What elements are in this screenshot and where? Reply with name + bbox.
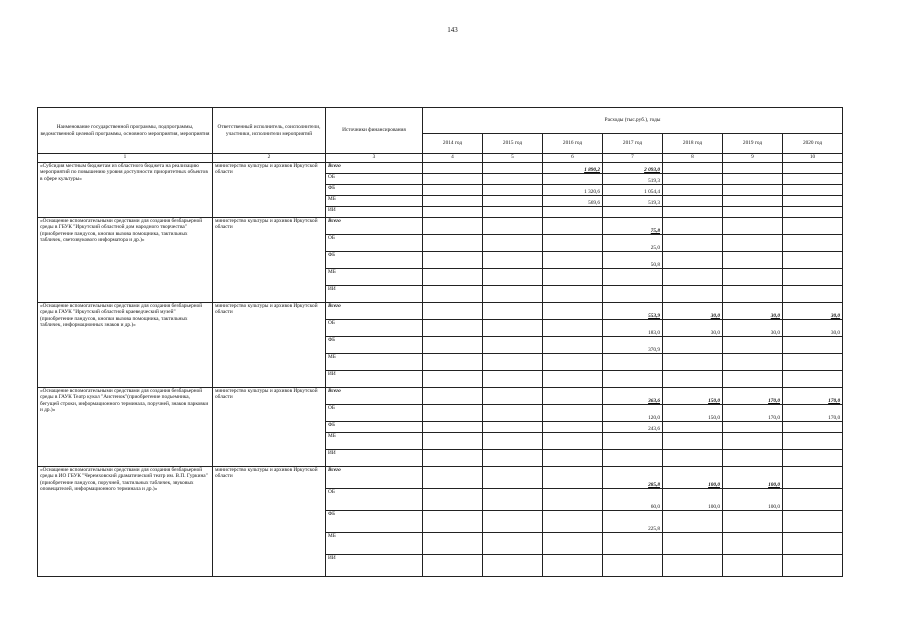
funding-source: ОБ bbox=[326, 174, 423, 185]
expense-value bbox=[423, 555, 483, 577]
expense-value bbox=[723, 489, 783, 511]
expense-value bbox=[483, 252, 543, 269]
expense-value bbox=[723, 269, 783, 286]
expense-value-text: 30,0 bbox=[710, 312, 720, 319]
header-year: 2020 год bbox=[783, 134, 843, 154]
header-year: 2016 год bbox=[543, 134, 603, 154]
expense-value bbox=[783, 207, 843, 218]
expense-value-text: 30,0 bbox=[710, 329, 720, 336]
expense-value bbox=[783, 320, 843, 337]
expense-value bbox=[423, 303, 483, 320]
header-name: Наименование государственной программы, подпрограммы, ведомственной целевой программы, основного мероприятия, мероприятия bbox=[38, 108, 213, 154]
expense-value-text: 30,0 bbox=[770, 329, 780, 336]
expense-value bbox=[783, 450, 843, 467]
expense-value-text: 100,0 bbox=[768, 503, 780, 510]
expense-value bbox=[663, 196, 723, 207]
expense-value bbox=[663, 511, 723, 533]
expense-value-text: 553,9 bbox=[648, 312, 660, 319]
activity-name: «Оснащение вспомогательными средствами для создания безбарьерной среды в ГАУК Театр кукол "Аистенок"(приобретение подъемника, бегущей строки, информационного терминала, поручней, знаков парковки и др.)» bbox=[38, 388, 213, 467]
expense-value bbox=[603, 511, 663, 533]
expense-value bbox=[783, 489, 843, 511]
expense-value bbox=[543, 489, 603, 511]
expense-value bbox=[663, 303, 723, 320]
expense-value bbox=[663, 388, 723, 405]
expense-value bbox=[543, 269, 603, 286]
expense-value bbox=[783, 235, 843, 252]
expense-value bbox=[423, 207, 483, 218]
expense-value bbox=[603, 405, 663, 422]
expense-value bbox=[663, 555, 723, 577]
expense-value bbox=[723, 467, 783, 489]
expense-value bbox=[783, 269, 843, 286]
expense-value-text: 60,0 bbox=[650, 503, 660, 510]
expense-value bbox=[783, 433, 843, 450]
expense-value bbox=[423, 337, 483, 354]
header-expenses: Расходы (тыс.руб.), годы bbox=[423, 108, 843, 134]
expense-value bbox=[603, 218, 663, 235]
funding-source: Всего bbox=[326, 467, 423, 489]
expense-value bbox=[603, 371, 663, 388]
column-number: 10 bbox=[783, 154, 843, 163]
column-number: 6 bbox=[543, 154, 603, 163]
funding-source: ИИ bbox=[326, 371, 423, 388]
funding-source: ФБ bbox=[326, 185, 423, 196]
expense-value bbox=[783, 252, 843, 269]
budget-table bbox=[37, 107, 843, 577]
expense-value bbox=[543, 196, 603, 207]
column-number: 8 bbox=[663, 154, 723, 163]
header-responsible: Ответственный исполнитель, соисполнители, участники, исполнители мероприятий bbox=[213, 108, 326, 154]
column-numbers-row bbox=[38, 154, 843, 163]
responsible-executor: министерство культуры и архивов Иркутской области bbox=[213, 467, 326, 577]
expense-value bbox=[483, 303, 543, 320]
expense-value-text: 519,3 bbox=[648, 177, 660, 184]
expense-value bbox=[423, 489, 483, 511]
expense-value bbox=[543, 467, 603, 489]
expense-value bbox=[483, 196, 543, 207]
expense-value bbox=[603, 354, 663, 371]
expense-value bbox=[603, 337, 663, 354]
expense-value bbox=[483, 320, 543, 337]
expense-value bbox=[603, 252, 663, 269]
expense-value bbox=[783, 555, 843, 577]
expense-value bbox=[783, 196, 843, 207]
expense-value bbox=[723, 511, 783, 533]
expense-value bbox=[603, 320, 663, 337]
expense-value bbox=[783, 533, 843, 555]
expense-value bbox=[483, 371, 543, 388]
expense-value bbox=[663, 163, 723, 174]
expense-value-text: 285,8 bbox=[648, 481, 660, 488]
responsible-executor: министерство культуры и архивов Иркутской области bbox=[213, 303, 326, 388]
expense-value bbox=[483, 174, 543, 185]
expense-value-text: 183,0 bbox=[648, 329, 660, 336]
expense-value bbox=[603, 450, 663, 467]
column-number: 7 bbox=[603, 154, 663, 163]
funding-source: МБ bbox=[326, 269, 423, 286]
expense-value bbox=[543, 235, 603, 252]
expense-value-text: 1 320,6 bbox=[584, 188, 600, 195]
expense-value-text: 50,8 bbox=[650, 261, 660, 268]
expense-value bbox=[603, 174, 663, 185]
funding-source: ИИ bbox=[326, 207, 423, 218]
column-number: 9 bbox=[723, 154, 783, 163]
expense-value bbox=[423, 511, 483, 533]
funding-source: ФБ bbox=[326, 337, 423, 354]
expense-value-text: 2 093,0 bbox=[644, 166, 660, 173]
funding-source: ФБ bbox=[326, 422, 423, 433]
expense-value bbox=[783, 422, 843, 433]
funding-source: Всего bbox=[326, 303, 423, 320]
expense-value-text: 170,0 bbox=[768, 397, 780, 404]
header-sources: Источники финансирования bbox=[326, 108, 423, 154]
expense-value-text: 30,0 bbox=[830, 312, 841, 319]
expense-value bbox=[423, 405, 483, 422]
activity-name: «Субсидия местным бюджетам из областного бюджета на реализацию мероприятий по повышению уровня доступности приоритетных объектов в сфере культуры» bbox=[38, 163, 213, 218]
expense-value bbox=[423, 185, 483, 196]
expense-value bbox=[723, 405, 783, 422]
expense-value bbox=[723, 196, 783, 207]
expense-value bbox=[663, 320, 723, 337]
expense-value bbox=[483, 511, 543, 533]
expense-value bbox=[423, 388, 483, 405]
expense-value bbox=[483, 433, 543, 450]
expense-value bbox=[723, 422, 783, 433]
expense-value bbox=[543, 163, 603, 174]
expense-value bbox=[603, 533, 663, 555]
expense-value bbox=[483, 422, 543, 433]
expense-value bbox=[663, 286, 723, 303]
expense-value bbox=[783, 286, 843, 303]
expense-value bbox=[483, 405, 543, 422]
expense-value-text: 25,0 bbox=[650, 244, 660, 251]
expense-value-text: 370,9 bbox=[648, 346, 660, 353]
expense-value bbox=[483, 207, 543, 218]
expense-value-text: 170,0 bbox=[828, 397, 841, 404]
expense-value bbox=[663, 174, 723, 185]
column-number: 1 bbox=[38, 154, 213, 163]
expense-value bbox=[603, 489, 663, 511]
expense-value bbox=[723, 303, 783, 320]
funding-source: ИИ bbox=[326, 555, 423, 577]
expense-value bbox=[723, 450, 783, 467]
expense-value bbox=[663, 207, 723, 218]
expense-value bbox=[723, 354, 783, 371]
expense-value bbox=[423, 163, 483, 174]
expense-value bbox=[543, 533, 603, 555]
expense-value-text: 150,0 bbox=[708, 397, 720, 404]
expense-value-text: 225,8 bbox=[648, 525, 660, 532]
expense-value-text: 100,0 bbox=[708, 481, 720, 488]
expense-value bbox=[543, 405, 603, 422]
header-year: 2019 год bbox=[723, 134, 783, 154]
expense-value bbox=[423, 433, 483, 450]
funding-source: ОБ bbox=[326, 235, 423, 252]
expense-value bbox=[543, 371, 603, 388]
column-number: 2 bbox=[213, 154, 326, 163]
expense-value bbox=[723, 371, 783, 388]
funding-source: Всего bbox=[326, 163, 423, 174]
expense-value bbox=[603, 163, 663, 174]
expense-value bbox=[543, 433, 603, 450]
expense-value bbox=[423, 320, 483, 337]
expense-value bbox=[783, 218, 843, 235]
activity-name: «Оснащение вспомогательными средствами для создания безбарьерной среды в ГАУК "Иркутский областной краеведческий музей" (приобретение пандусов, кнопки вызова помощника, тактильных табличек, информационных знаков и др.)» bbox=[38, 303, 213, 388]
expense-value-text: 75,8 bbox=[650, 227, 660, 234]
expense-value-text: 363,6 bbox=[648, 397, 660, 404]
funding-source: МБ bbox=[326, 433, 423, 450]
expense-value-text: 1 890,2 bbox=[584, 166, 600, 173]
expense-value bbox=[783, 467, 843, 489]
expense-value-text: 519,3 bbox=[648, 199, 660, 206]
expense-value bbox=[603, 185, 663, 196]
expense-value bbox=[603, 235, 663, 252]
expense-value bbox=[423, 371, 483, 388]
expense-value bbox=[423, 196, 483, 207]
expense-value bbox=[783, 388, 843, 405]
expense-value-text: 1 054,4 bbox=[644, 188, 660, 195]
table-row bbox=[38, 467, 843, 489]
expense-value bbox=[423, 467, 483, 489]
expense-value bbox=[483, 269, 543, 286]
expense-value bbox=[483, 218, 543, 235]
page-number: 143 bbox=[447, 26, 458, 34]
expense-value-text: 170,0 bbox=[828, 414, 841, 421]
expense-value bbox=[783, 405, 843, 422]
expense-value bbox=[603, 196, 663, 207]
expense-value-text: 150,0 bbox=[708, 414, 720, 421]
expense-value bbox=[603, 555, 663, 577]
expense-value-text: 30,0 bbox=[830, 329, 841, 336]
funding-source: ФБ bbox=[326, 252, 423, 269]
funding-source: ИИ bbox=[326, 450, 423, 467]
expense-value bbox=[483, 450, 543, 467]
expense-value bbox=[723, 337, 783, 354]
expense-value bbox=[543, 320, 603, 337]
expense-value bbox=[663, 422, 723, 433]
table-row bbox=[38, 163, 843, 174]
expense-value bbox=[723, 185, 783, 196]
expense-value bbox=[483, 185, 543, 196]
activity-name: «Оснащение вспомогательными средствами для создания безбарьерной среды в ГБУК "Иркутский областной дом народного творчества" (приобретение пандусов, кнопки вызова помощника, тактильных табличек, светозвукового информатора и др.)» bbox=[38, 218, 213, 303]
expense-value bbox=[663, 489, 723, 511]
expense-value bbox=[663, 218, 723, 235]
expense-value bbox=[423, 286, 483, 303]
expense-value bbox=[483, 555, 543, 577]
expense-value-text: 120,0 bbox=[648, 414, 660, 421]
expense-value-text: 170,0 bbox=[768, 414, 780, 421]
expense-value bbox=[543, 185, 603, 196]
expense-value bbox=[603, 467, 663, 489]
funding-source: ФБ bbox=[326, 511, 423, 533]
funding-source: ОБ bbox=[326, 489, 423, 511]
expense-value bbox=[543, 450, 603, 467]
expense-value bbox=[663, 337, 723, 354]
header-year: 2014 год bbox=[423, 134, 483, 154]
activity-name: «Оснащение вспомогательными средствами для создания безбарьерной среды в ИО ГБУК "Черемховский драматический театр им. В.П. Гуркина" (приобретение пандусов, поручней, тактильных табличек, звуковых оповещателей, информационного терминала и др.)» bbox=[38, 467, 213, 577]
expense-value bbox=[783, 185, 843, 196]
expense-value bbox=[543, 286, 603, 303]
expense-value bbox=[723, 320, 783, 337]
expense-value bbox=[663, 185, 723, 196]
expense-value bbox=[723, 163, 783, 174]
expense-value bbox=[663, 405, 723, 422]
expense-value bbox=[783, 354, 843, 371]
expense-value bbox=[783, 511, 843, 533]
funding-source: МБ bbox=[326, 196, 423, 207]
expense-value bbox=[663, 371, 723, 388]
expense-value bbox=[543, 303, 603, 320]
expense-value bbox=[423, 269, 483, 286]
expense-value bbox=[663, 354, 723, 371]
expense-value bbox=[423, 354, 483, 371]
expense-value-text: 30,0 bbox=[770, 312, 780, 319]
expense-value bbox=[483, 163, 543, 174]
expense-value bbox=[483, 467, 543, 489]
expense-value bbox=[483, 489, 543, 511]
expense-value bbox=[663, 269, 723, 286]
column-number: 5 bbox=[483, 154, 543, 163]
expense-value bbox=[423, 218, 483, 235]
expense-value bbox=[723, 555, 783, 577]
responsible-executor: министерство культуры и архивов Иркутской области bbox=[213, 388, 326, 467]
responsible-executor: министерство культуры и архивов Иркутской области bbox=[213, 218, 326, 303]
expense-value bbox=[543, 555, 603, 577]
expense-value bbox=[543, 388, 603, 405]
funding-source: Всего bbox=[326, 218, 423, 235]
funding-source: МБ bbox=[326, 533, 423, 555]
funding-source: Всего bbox=[326, 388, 423, 405]
expense-value bbox=[723, 174, 783, 185]
expense-value-text: 569,6 bbox=[588, 199, 600, 206]
expense-value bbox=[423, 252, 483, 269]
header-year: 2015 год bbox=[483, 134, 543, 154]
expense-value bbox=[603, 388, 663, 405]
expense-value bbox=[483, 286, 543, 303]
column-number: 3 bbox=[326, 154, 423, 163]
expense-value bbox=[663, 235, 723, 252]
expense-value bbox=[543, 511, 603, 533]
expense-value bbox=[423, 174, 483, 185]
expense-value bbox=[423, 533, 483, 555]
expense-value bbox=[723, 218, 783, 235]
expense-value bbox=[423, 450, 483, 467]
expense-value-text: 243,6 bbox=[648, 425, 660, 432]
expense-value bbox=[723, 207, 783, 218]
expense-value bbox=[663, 252, 723, 269]
table-row bbox=[38, 218, 843, 235]
expense-value bbox=[783, 163, 843, 174]
expense-value bbox=[783, 303, 843, 320]
expense-value bbox=[483, 337, 543, 354]
expense-value bbox=[543, 337, 603, 354]
expense-value bbox=[603, 286, 663, 303]
expense-value bbox=[483, 533, 543, 555]
funding-source: ИИ bbox=[326, 286, 423, 303]
expense-value bbox=[723, 286, 783, 303]
expense-value bbox=[423, 422, 483, 433]
column-number: 4 bbox=[423, 154, 483, 163]
table-row bbox=[38, 303, 843, 320]
expense-value bbox=[483, 235, 543, 252]
funding-source: ОБ bbox=[326, 320, 423, 337]
expense-value bbox=[543, 354, 603, 371]
expense-value bbox=[483, 388, 543, 405]
expense-value bbox=[543, 218, 603, 235]
expense-value bbox=[603, 207, 663, 218]
header-year: 2018 год bbox=[663, 134, 723, 154]
expense-value bbox=[663, 533, 723, 555]
expense-value bbox=[603, 303, 663, 320]
expense-value bbox=[723, 533, 783, 555]
expense-value bbox=[723, 235, 783, 252]
expense-value bbox=[543, 422, 603, 433]
expense-value bbox=[543, 207, 603, 218]
expense-value bbox=[603, 433, 663, 450]
expense-value bbox=[723, 252, 783, 269]
expense-value bbox=[783, 174, 843, 185]
expense-value-text: 100,0 bbox=[708, 503, 720, 510]
expense-value bbox=[603, 269, 663, 286]
expense-value bbox=[783, 371, 843, 388]
expense-value bbox=[663, 433, 723, 450]
responsible-executor: министерство культуры и архивов Иркутской области bbox=[213, 163, 326, 218]
expense-value bbox=[423, 235, 483, 252]
expense-value bbox=[603, 422, 663, 433]
expense-value bbox=[543, 174, 603, 185]
expense-value bbox=[543, 252, 603, 269]
expense-value bbox=[783, 337, 843, 354]
table-row bbox=[38, 388, 843, 405]
expense-value bbox=[723, 433, 783, 450]
expense-value bbox=[723, 388, 783, 405]
funding-source: МБ bbox=[326, 354, 423, 371]
expense-value bbox=[663, 450, 723, 467]
header-year: 2017 год bbox=[603, 134, 663, 154]
expense-value bbox=[663, 467, 723, 489]
expense-value-text: 100,0 bbox=[768, 481, 780, 488]
expense-value bbox=[483, 354, 543, 371]
funding-source: ОБ bbox=[326, 405, 423, 422]
